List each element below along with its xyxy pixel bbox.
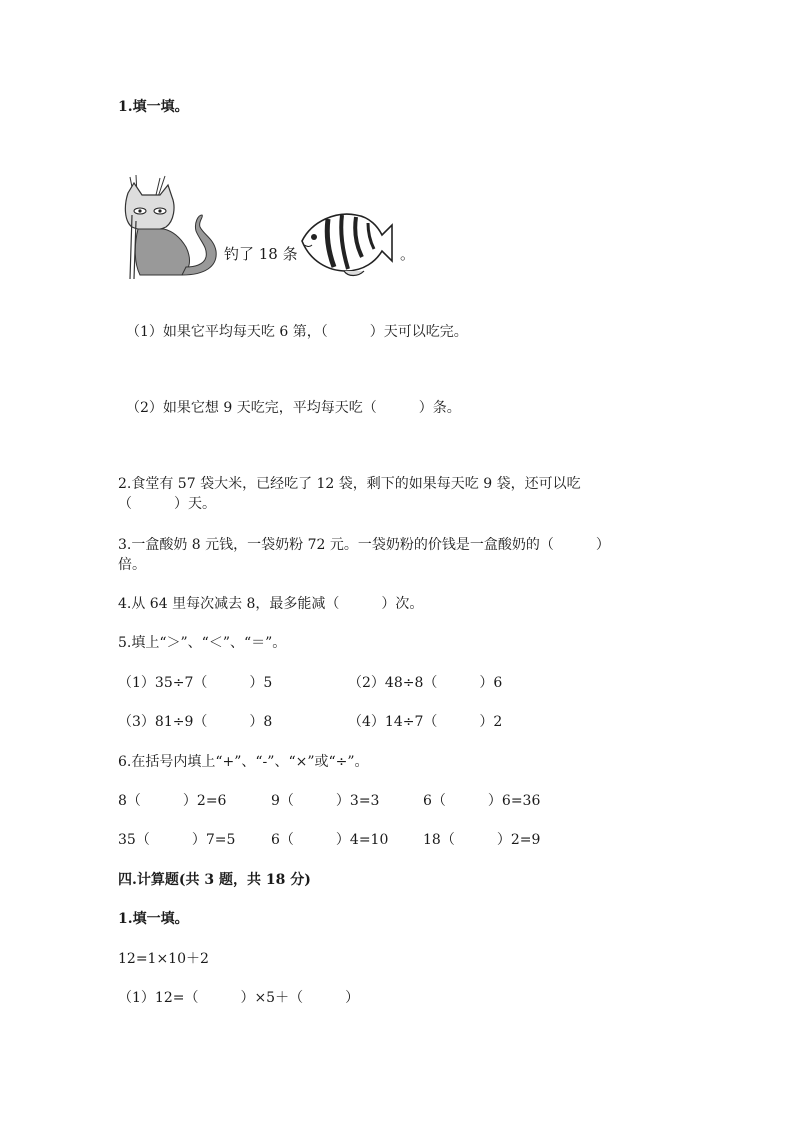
section-4-question-1-title: 1.填一填。 xyxy=(118,911,189,927)
question-1-caption: 钓了 18 条 xyxy=(224,245,298,263)
question-6-item: 8（ ）2=6 xyxy=(118,793,227,809)
question-5-item: （3）81÷9（ ）8 xyxy=(118,714,273,730)
question-5-item: （1）35÷7（ ）5 xyxy=(118,675,273,691)
question-6-item: 6（ ）6=36 xyxy=(423,793,541,809)
question-4: 4.从 64 里每次减去 8，最多能减（ ）次。 xyxy=(118,596,424,612)
question-1-sub-2: （2）如果它想 9 天吃完，平均每天吃（ ）条。 xyxy=(126,400,461,416)
question-5-title: 5.填上“＞”、“＜”、“＝”。 xyxy=(118,635,287,651)
question-6-item: 6（ ）4=10 xyxy=(271,832,389,848)
fish-illustration xyxy=(298,205,394,277)
question-6-title: 6.在括号内填上“+”、“-”、“×”或“÷”。 xyxy=(118,754,369,770)
question-5-item: （2）48÷8（ ）6 xyxy=(348,675,503,691)
section-4-heading: 四.计算题(共 3 题，共 18 分) xyxy=(118,872,311,888)
section-4-sub-1: （1）12=（ ）×5＋（ ） xyxy=(118,990,360,1006)
question-3-line-1: 3.一盒酸奶 8 元钱，一袋奶粉 72 元。一袋奶粉的价钱是一盒酸奶的（ ） xyxy=(118,537,610,553)
question-2-line-1: 2.食堂有 57 袋大米，已经吃了 12 袋，剩下的如果每天吃 9 袋，还可以吃 xyxy=(118,476,581,492)
question-1-caption-end: 。 xyxy=(400,245,416,263)
question-6-item: 18（ ）2=9 xyxy=(423,832,541,848)
question-1-title: 1.填一填。 xyxy=(118,99,189,115)
question-2-line-2: （ ）天。 xyxy=(118,496,216,512)
question-5-item: （4）14÷7（ ）2 xyxy=(348,714,503,730)
question-6-item: 9（ ）3=3 xyxy=(271,793,380,809)
cat-illustration xyxy=(120,175,225,280)
question-3-line-2: 倍。 xyxy=(118,557,146,573)
question-6-item: 35（ ）7=5 xyxy=(118,832,236,848)
question-1-sub-1: （1）如果它平均每天吃 6 第，（ ）天可以吃完。 xyxy=(126,324,468,340)
section-4-example: 12=1×10＋2 xyxy=(118,951,209,967)
